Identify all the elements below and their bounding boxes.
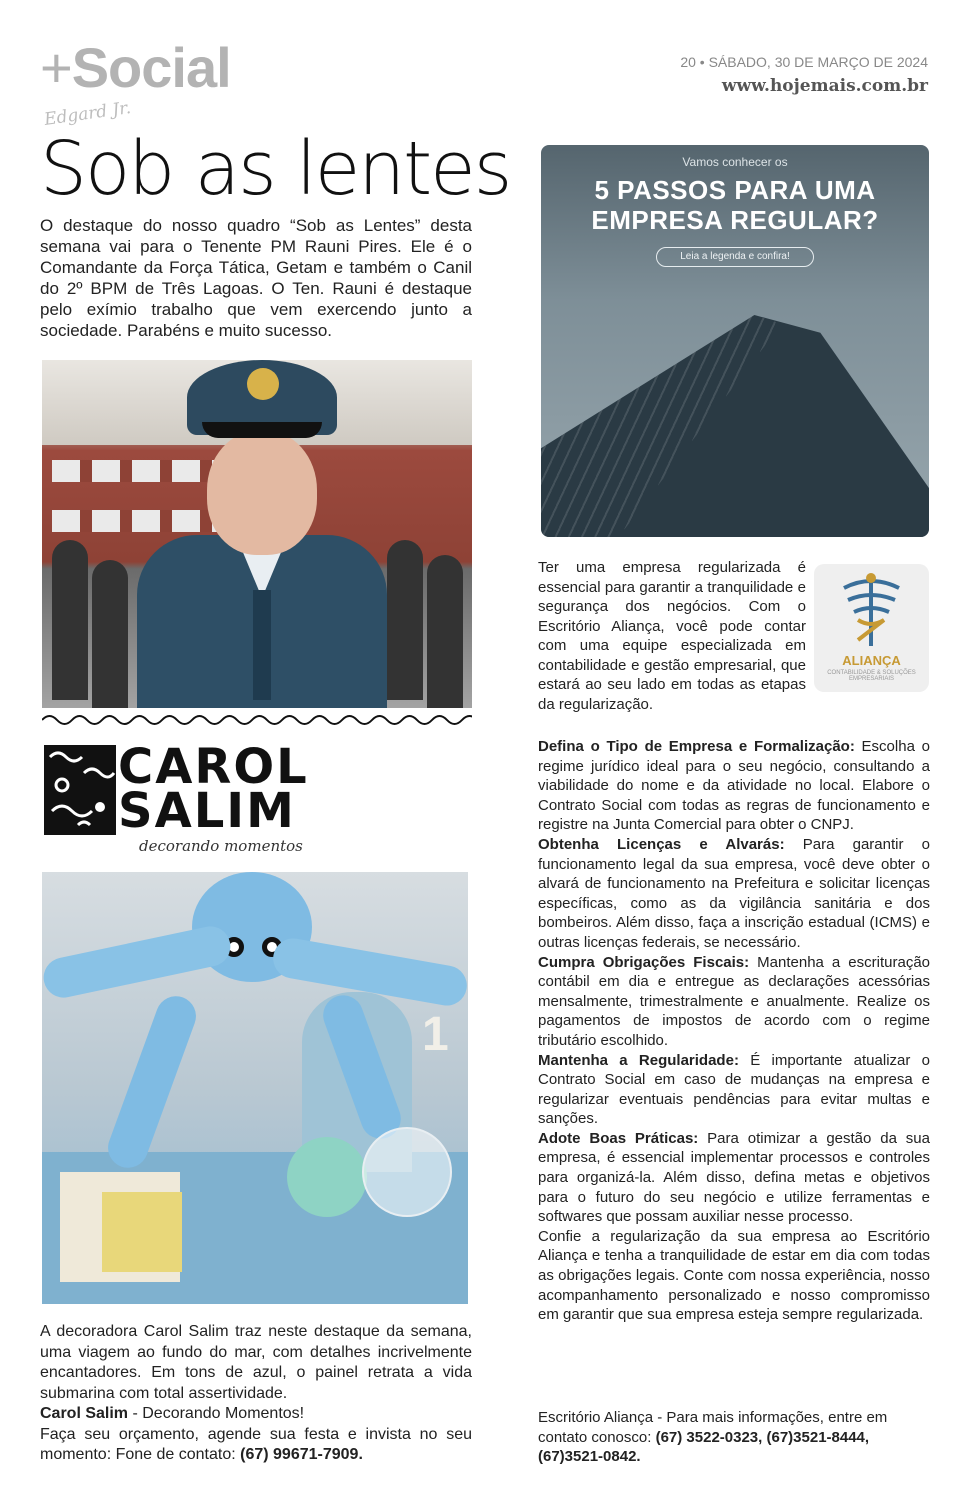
person-silhouette [427,555,463,708]
intro-paragraph: O destaque do nosso quadro “Sob as Lentes” desta semana vai para o Tenente PM Rauni Pires. Ele é o Comandante da Força Tática, Getam e também o Canil do 2º BPM de Três Lagoas. O Ten. Rauni é destaque pelo exímio trabalho que vem exercendo junto a sociedade. Parabéns e muito sucesso. [40,216,472,340]
octopus-tentacle [102,991,201,1174]
party-description [40,1322,472,1466]
yellow-cabinet [102,1192,182,1272]
officer-photo [42,360,472,708]
site-url[interactable]: www.hojemais.com.br [721,76,928,96]
caduceus-icon [814,564,929,654]
party-decoration-photo [42,872,468,1304]
step-text: Para otimizar a gestão da sua empresa, é essencial implementar processos e controles para organizá-la. Além disso, defina metas e objetivos para o futuro do seu negócio e utilize ferramentas e softwares que possam auxiliar nesse processo. [538,1129,930,1226]
person-silhouette [92,560,128,708]
step-title: Adote Boas Práticas: [538,1129,699,1147]
step-title: Obtenha Licenças e Alvarás: [538,835,785,853]
officer-face [207,430,317,555]
promo-headline-line1: 5 PASSOS PARA UMA [594,175,876,205]
officer-tie [253,590,271,700]
contact-text: Escritório Aliança - Para mais informações, entre em contato conosco: [538,1409,888,1446]
step-text: Mantenha a escrituração contábil em dia e entregue as declarações acessórias mensalmente, trimestralmente e anualmente. Realize os pagamentos de impostos de acordo com o regime tributário escolhido. [538,953,931,1049]
step-item [538,953,930,1051]
party-brand: Carol Salim [40,1405,129,1422]
party-phone[interactable]: (67) 99671-7909. [240,1446,363,1463]
party-number-one: 1 [422,1008,449,1061]
party-cta: Faça seu orçamento, agende sua festa e invista no seu momento: Fone de contato: [40,1425,472,1463]
cap-badge-icon [247,368,279,400]
page-date-line: 20 • SÁBADO, 30 DE MARÇO DE 2024 [680,54,928,70]
logo-name-line1: CAROL [118,739,309,795]
step-title: Mantenha a Regularidade: [538,1051,739,1069]
step-item [538,1129,930,1227]
step-item [538,1051,930,1129]
carol-salim-logo [44,739,324,857]
squiggle-pattern-icon [44,745,116,835]
step-text: É importante atualizar o Contrato Social em caso de mudanças na empresa e regularizar eventuais pendências para evitar multas e sanções. [538,1051,930,1128]
step-item [538,737,930,835]
wave-divider [42,712,472,728]
contact-info [538,1408,930,1467]
promo-kicker: Vamos conhecer os [682,155,788,169]
alianca-wordmark: ALIANÇA [842,653,901,668]
closing-paragraph: Confie a regularização da sua empresa ao Escritório Aliança e tenha a tranquilidade de estar em dia com todas as obrigações legais. Conte com nossa experiência, nosso acompanhamento personalizado e nosso compromisso em garantir que sua empresa esteja sempre regularizada. [538,1227,930,1324]
section-name: Social [71,36,231,99]
party-brand-suffix: - Decorando Momentos! [128,1405,305,1422]
step-text: Para garantir o funcionamento legal da sua empresa, você deve obter o alvará de funcionamento na Prefeitura e solicitar licenças específicas, como as da vigilância sanitária e dos bombeiros. Além disso, faça a inscrição estadual (ICMS) e outras licenças federais, se necessário. [538,835,931,951]
step-item [538,835,930,953]
step-title: Cumpra Obrigações Fiscais: [538,953,750,971]
promo-headline-line2: EMPRESA REGULAR? [591,205,879,235]
contact-phones[interactable]: (67) 3522-0323, (67)3521-8444, (67)3521-0842. [538,1428,870,1466]
promo-pill: Leia a legenda e confira! [656,247,814,267]
section-plus: + [40,36,72,99]
alianca-intro: Ter uma empresa regularizada é essencial para garantir a tranquilidade e segurança dos negócios. Com o Escritório Aliança, você pode contar com uma equipe especializada em contabilidade e gestão empresarial, que estará ao seu lado em todas as etapas da regularização. [538,559,806,713]
promo-banner [541,145,929,537]
section-title [40,36,231,99]
step-text: Escolha o regime jurídico ideal para o seu negócio, consultando a viabilidade do nome e da atividade no local. Elabore o Contrato Social com todas as regras de funcionamento e registre na Junta Comercial para obter o CNPJ. [538,738,930,834]
promo-headline [541,175,929,235]
logo-tagline: decorando momentos [139,837,303,855]
alianca-subtitle: CONTABILIDADE & SOLUÇÕES EMPRESARIAIS [827,670,916,682]
author-signature: Edgard Jr. [43,98,133,130]
alianca-logo [814,564,929,692]
step-title: Defina o Tipo de Empresa e Formalização: [538,738,855,755]
logo-name-line2: SALIM [118,783,296,839]
steps-article [538,737,930,1325]
person-silhouette [52,540,88,700]
party-paragraph: A decoradora Carol Salim traz neste destaque da semana, uma viagem ao fundo do mar, com detalhes incrivelmente encantadores. Em tons de azul, o painel retrata a vida submarina com total assertividade. [40,1323,472,1402]
mint-balloon-cluster [287,1137,367,1217]
clear-balloon [362,1127,452,1217]
person-silhouette [387,540,423,700]
logo-pattern-box [44,745,116,835]
officer-cap-visor [202,422,322,438]
logo-name [118,739,309,839]
octopus-tentacle [42,923,234,1002]
column-heading: Sob as lentes [40,126,511,212]
